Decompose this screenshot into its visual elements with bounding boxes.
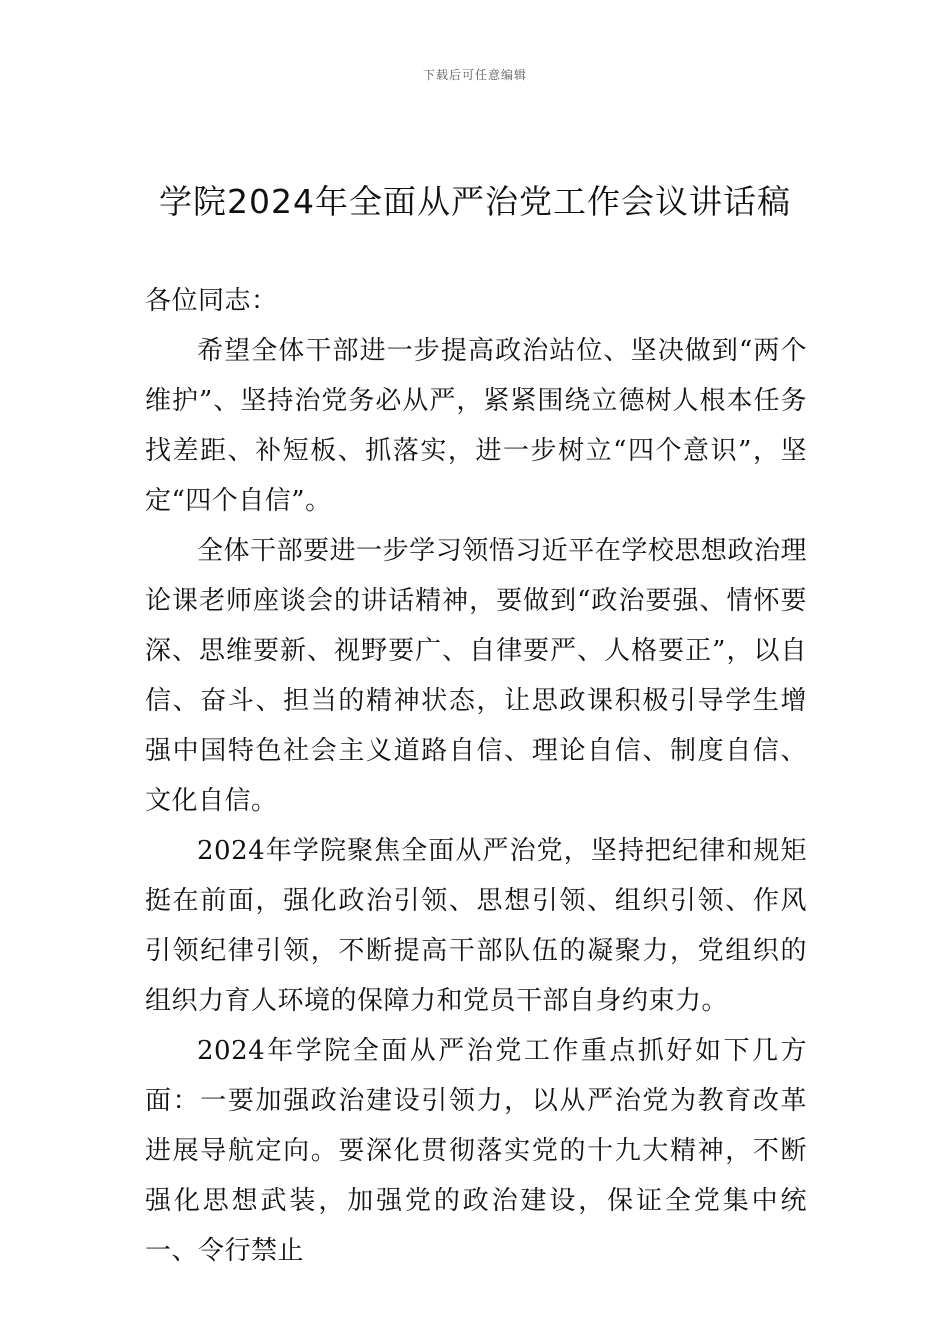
paragraph-3: 2024年学院聚焦全面从严治党，坚持把纪律和规矩挺在前面，强化政治引领、思想引领、组织引领、作风引领纪律引领，不断提高干部队伍的凝聚力，党组织的组织力育人环境的保障力和党员干部自身约束力。 — [145, 836, 807, 1016]
paragraph-4: 2024年学院全面从严治党工作重点抓好如下几方面：一要加强政治建设引领力，以从严治党为教育改革进展导航定向。要深化贯彻落实党的十九大精神，不断强化思想武装，加强党的政治建设，保证全党集中统一、令行禁止 — [145, 1036, 807, 1266]
header-note: 下载后可任意编辑 — [422, 68, 527, 82]
greeting: 各位同志： — [145, 286, 278, 316]
document-body — [145, 276, 807, 1276]
document-title: 学院2024年全面从严治党工作会议讲话稿 — [159, 182, 791, 221]
paragraph-2: 全体干部要进一步学习领悟习近平在学校思想政治理论课老师座谈会的讲话精神，要做到“政治要强、情怀要深、思维要新、视野要广、自律要严、人格要正”，以自信、奋斗、担当的精神状态，让思政课积极引导学生增强中国特色社会主义道路自信、理论自信、制度自信、文化自信。 — [145, 536, 807, 816]
paragraph-1: 希望全体干部进一步提高政治站位、坚决做到“两个维护”、坚持治党务必从严，紧紧围绕立德树人根本任务找差距、补短板、抓落实，进一步树立“四个意识”，坚定“四个自信”。 — [145, 336, 807, 516]
